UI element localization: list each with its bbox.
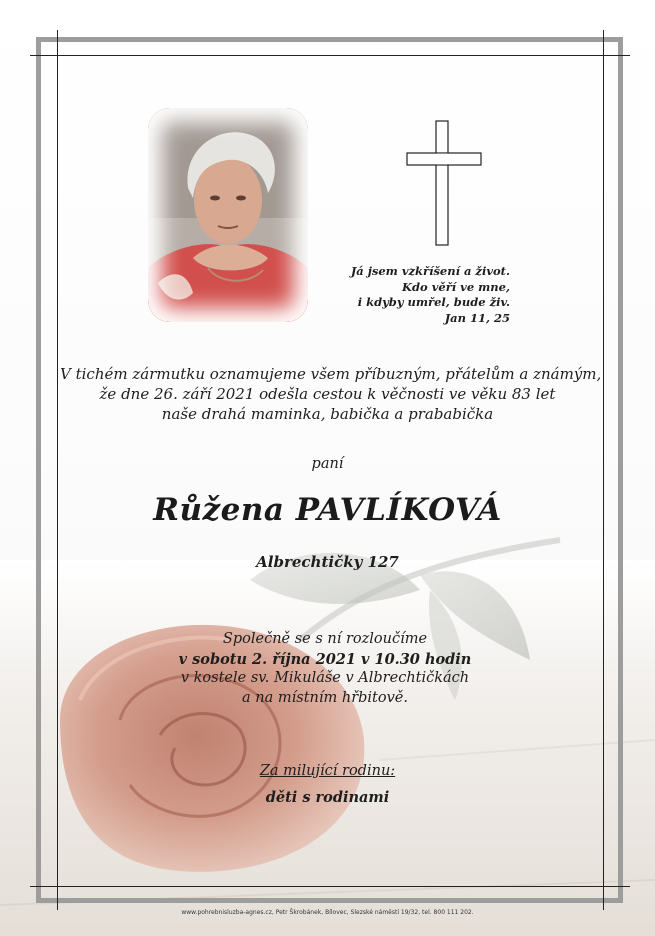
verse-line-1: Já jsem vzkříšení a život. [350,264,510,278]
funeral-line-2: v sobotu 2. října 2021 v 10.30 hodin [178,650,472,668]
funeral-line-3: v kostele sv. Mikuláše v Albrechtičkách [180,670,470,686]
bible-verse [340,264,510,326]
announcement-line-3: naše drahá maminka, babička a prababička [161,405,494,423]
verse-line-3: i kdyby umřel, bude živ. [357,295,510,309]
footer-contact: www.pohrebnisluzba-agnes.cz, Petr Škrobánek, Bílovec, Slezské náměstí 19/32, tel. 800 111 202. [181,909,474,916]
cross-icon [405,119,483,247]
funeral-line-1: Společně se s ní rozloučíme [222,631,428,647]
portrait-photo [148,108,308,322]
top-rule [30,55,630,56]
death-announcement [60,364,602,424]
funeral-line-4: a na místním hřbitově. [242,689,408,706]
bottom-rule [30,886,630,887]
announcement-line-2: že dne 26. září 2021 odešla cestou k věčnosti ve věku 83 let [99,385,556,403]
verse-line-2: Kdo věří ve mne, [402,279,510,294]
family-label: Za milující rodinu: [259,763,396,779]
verse-reference: Jan 11, 25 [444,310,510,325]
deceased-name: Růžena PAVLÍKOVÁ [153,492,502,528]
deceased-address: Albrechtičky 127 [256,553,399,571]
family-signature: děti s rodinami [265,789,390,806]
honorific: paní [311,456,344,472]
announcement-line-1: V tichém zármutku oznamujeme všem příbuzným, přátelům a známým, [60,365,602,383]
funeral-details [160,630,490,708]
